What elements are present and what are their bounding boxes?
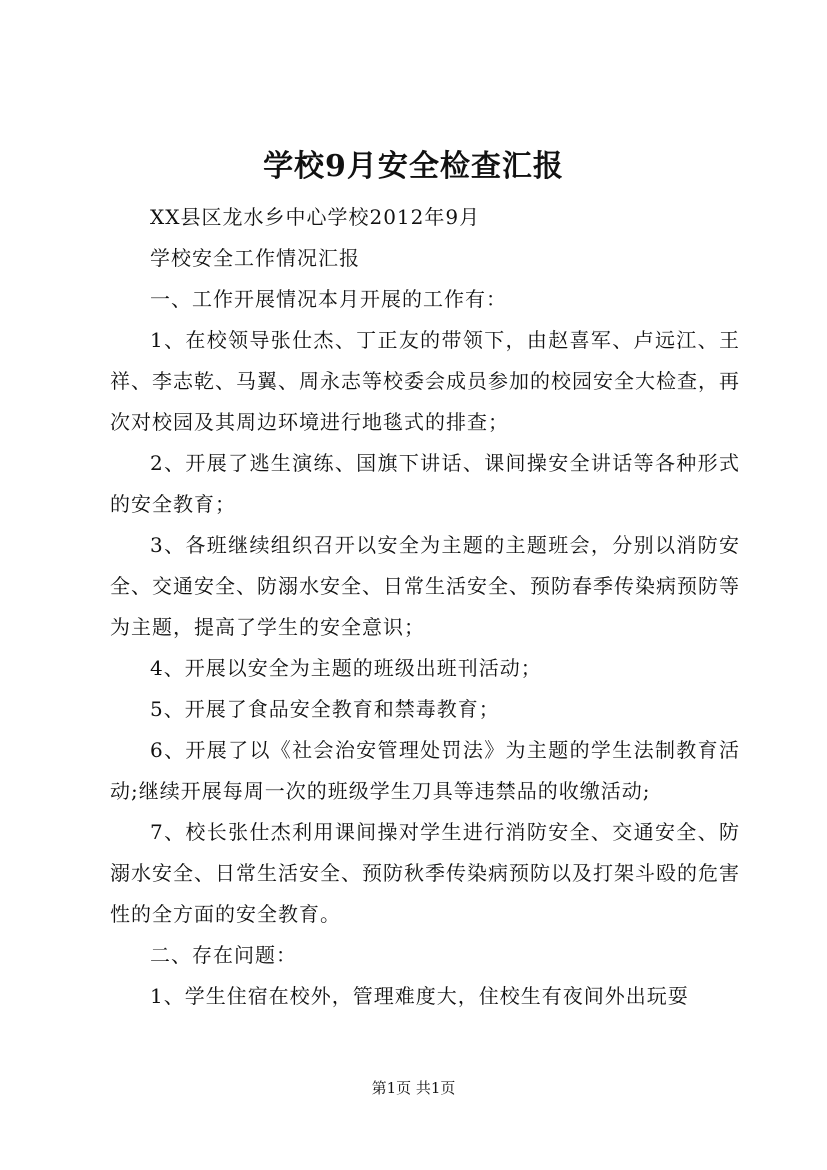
paragraph-item-1: 1、在校领导张仕杰、丁正友的带领下，由赵喜军、卢远江、王祥、李志乾、马翼、周永志等校委会成员参加的校园安全大检查，再次对校园及其周边环境进行地毯式的排查； <box>110 328 740 434</box>
paragraph-section-1-heading: 一、工作开展情况本月开展的工作有： <box>150 287 507 311</box>
paragraph-problem-1: 1、学生住宿在校外，管理难度大，住校生有夜间外出玩耍 <box>150 984 689 1008</box>
paragraph-report-heading: 学校安全工作情况汇报 <box>150 246 360 270</box>
paragraph-item-7: 7、校长张仕杰利用课间操对学生进行消防安全、交通安全、防溺水安全、日常生活安全、预防秋季传染病预防以及打架斗殴的危害性的全方面的安全教育。 <box>110 820 740 926</box>
paragraph-section-2-heading: 二、存在问题： <box>150 943 297 967</box>
paragraph-item-5: 5、开展了食品安全教育和禁毒教育； <box>150 697 500 721</box>
paragraph-item-2: 2、开展了逃生演练、国旗下讲话、课间操安全讲话等各种形式的安全教育； <box>110 451 740 516</box>
paragraph-item-3: 3、各班继续组织召开以安全为主题的主题班会，分别以消防安全、交通安全、防溺水安全、日常生活安全、预防春季传染病预防等为主题，提高了学生的安全意识； <box>110 533 740 639</box>
page-footer: 第1页 共1页 <box>371 1079 456 1097</box>
document-title: 学校9月安全检查汇报 <box>263 149 564 184</box>
paragraph-item-4: 4、开展以安全为主题的班级出班刊活动； <box>150 656 542 680</box>
paragraph-school-date: XX县区龙水乡中心学校2012年9月 <box>150 205 481 229</box>
paragraph-item-6: 6、开展了以《社会治安管理处罚法》为主题的学生法制教育活动;继续开展每周一次的班级学生刀具等违禁品的收缴活动; <box>110 738 740 803</box>
document-body <box>110 197 740 1017</box>
